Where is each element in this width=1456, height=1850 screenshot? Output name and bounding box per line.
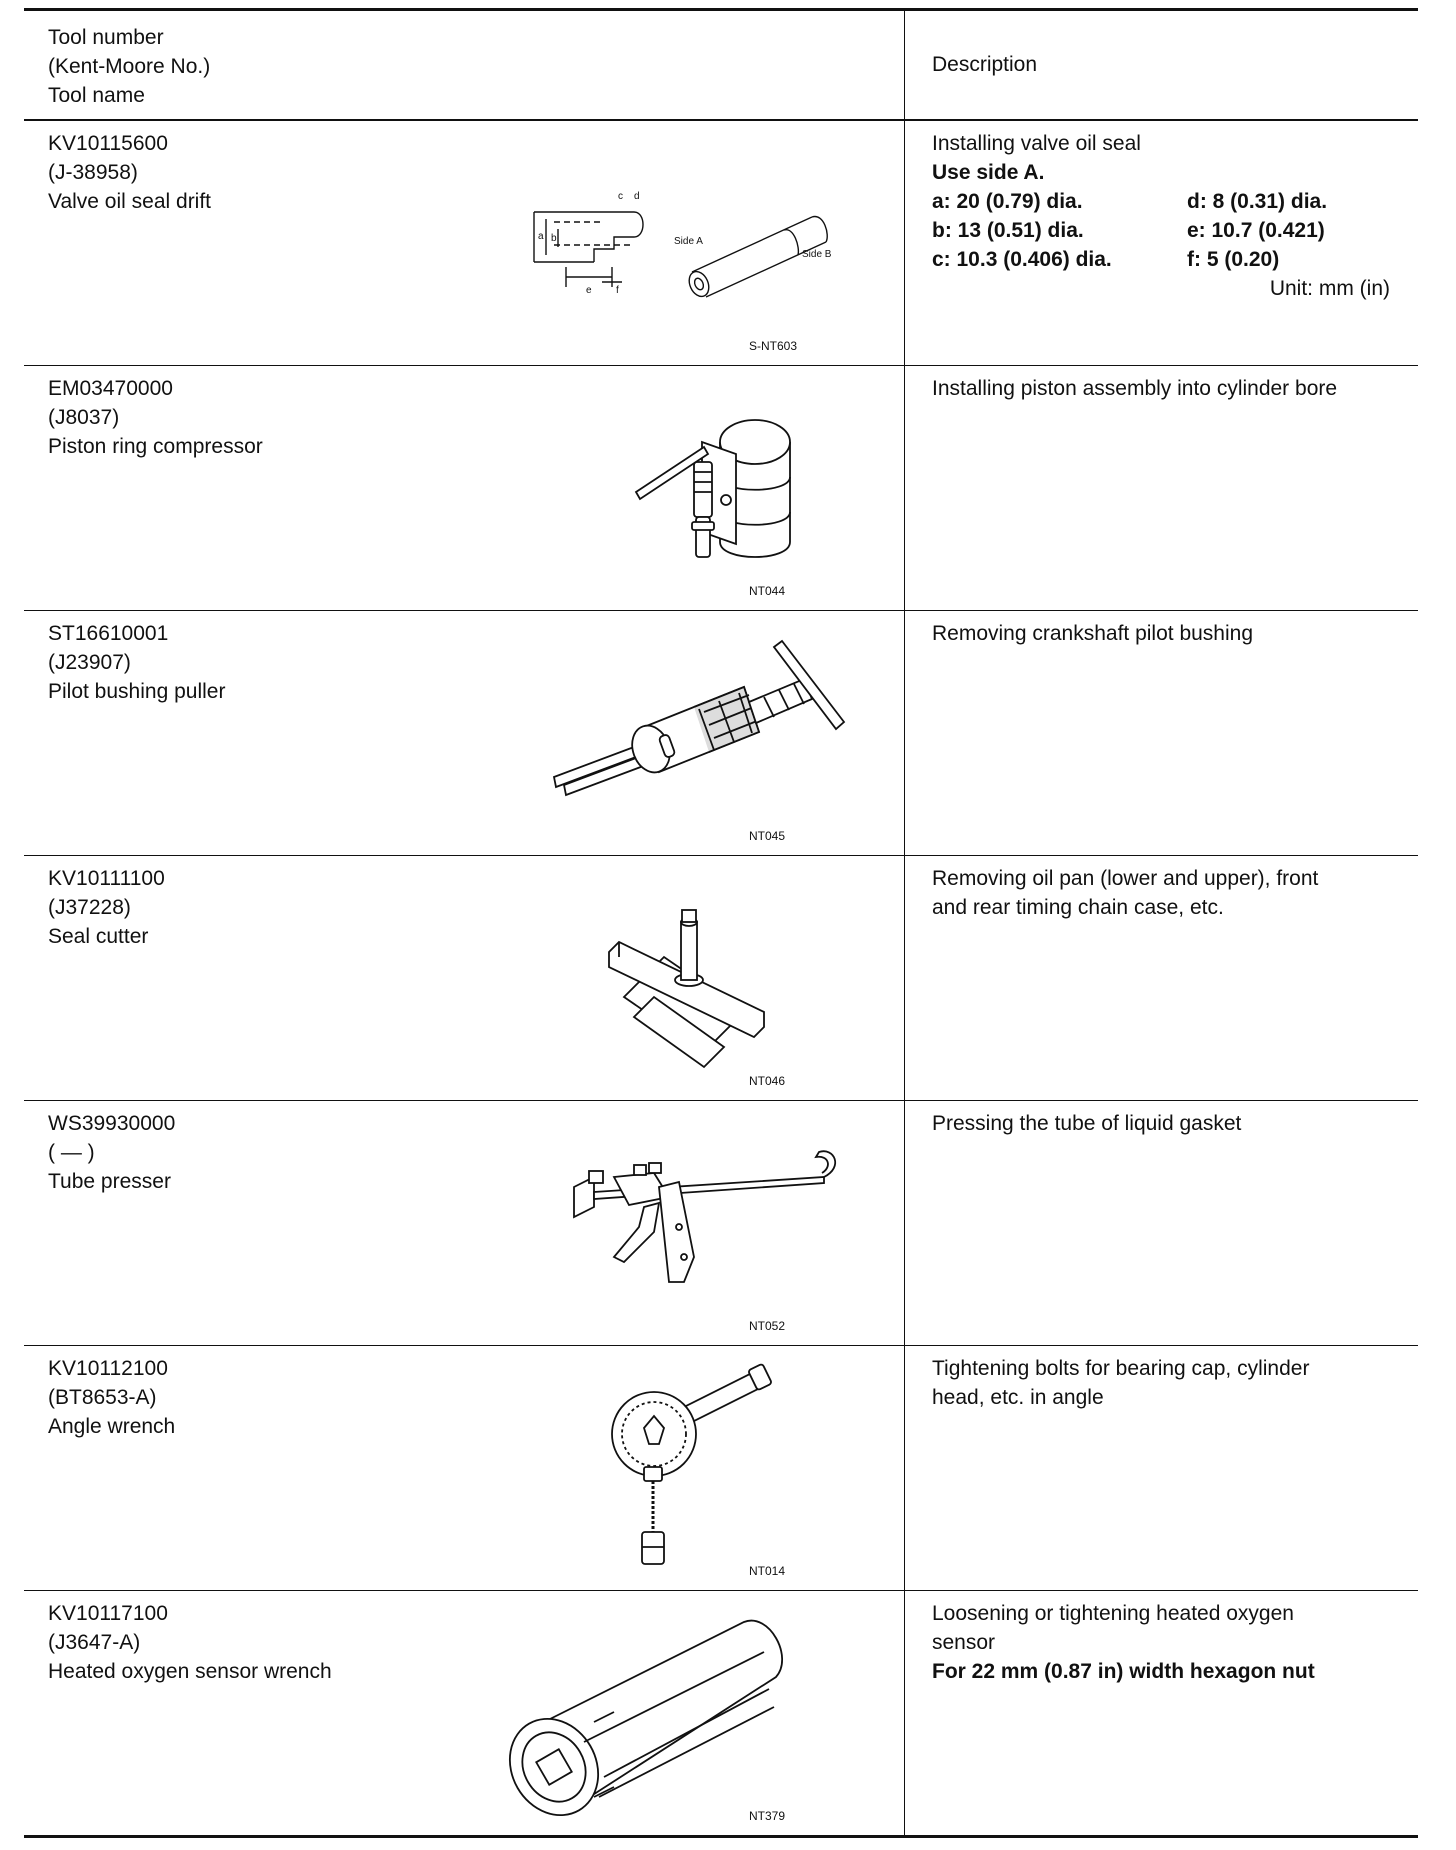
- tool-id-cell: [48, 129, 211, 216]
- spec-c: c: 10.3 (0.406) dia.: [932, 248, 1112, 271]
- tool-number: KV10112100: [48, 1357, 168, 1380]
- tool-id-cell: [48, 1599, 332, 1686]
- tools-table: [24, 8, 1418, 1838]
- tool-name: Piston ring compressor: [48, 435, 263, 458]
- piston-ring-compressor-illustration: [494, 372, 874, 604]
- description-text: Removing oil pan (lower and upper), front: [932, 867, 1319, 890]
- description-cell: [932, 1354, 1402, 1412]
- table-row: [24, 121, 1418, 366]
- tool-id-cell: [48, 1109, 175, 1196]
- description-cell: [932, 864, 1402, 922]
- description-text: Installing valve oil seal: [932, 132, 1141, 155]
- table-row: [24, 856, 1418, 1101]
- tool-number: KV10111100: [48, 867, 165, 890]
- kent-moore-number: ( — ): [48, 1141, 95, 1164]
- tool-id-cell: [48, 619, 225, 706]
- spec-e: e: 10.7 (0.421): [1187, 219, 1325, 242]
- description-text: Installing piston assembly into cylinder bore: [932, 377, 1338, 400]
- header-tool-column: [48, 23, 210, 110]
- description-cell: [932, 129, 1402, 303]
- spec-f: f: 5 (0.20): [1187, 248, 1280, 271]
- column-divider: [904, 1101, 905, 1345]
- dimension-specs: [932, 187, 1402, 274]
- tool-name: Pilot bushing puller: [48, 680, 226, 703]
- description-note: Use side A.: [932, 161, 1045, 184]
- kent-moore-number: (J3647-A): [48, 1631, 141, 1654]
- tool-number: KV10115600: [48, 132, 168, 155]
- tool-number: ST16610001: [48, 622, 169, 645]
- description-cell: [932, 619, 1402, 648]
- kent-moore-number: (J8037): [48, 406, 120, 429]
- tool-name: Seal cutter: [48, 925, 149, 948]
- table-header: [24, 11, 1418, 121]
- kent-moore-number: (J37228): [48, 896, 131, 919]
- tool-name: Heated oxygen sensor wrench: [48, 1660, 332, 1683]
- figure-code: NT045: [749, 829, 786, 843]
- description-text: Pressing the tube of liquid gasket: [932, 1112, 1242, 1135]
- kent-moore-number: (J23907): [48, 651, 131, 674]
- pilot-bushing-puller-illustration: [494, 617, 874, 849]
- description-cell: [932, 1599, 1402, 1686]
- tool-id-cell: [48, 374, 263, 461]
- table-row: [24, 366, 1418, 611]
- kent-moore-number: (BT8653-A): [48, 1386, 157, 1409]
- column-divider: [904, 1591, 905, 1835]
- spec-a: a: 20 (0.79) dia.: [932, 190, 1083, 213]
- table-row: [24, 1591, 1418, 1835]
- description-cell: [932, 374, 1402, 403]
- column-divider: [904, 1346, 905, 1590]
- description-text: Tightening bolts for bearing cap, cylinder: [932, 1357, 1310, 1380]
- label-b: b: [551, 233, 557, 244]
- kent-moore-number: (J-38958): [48, 161, 138, 184]
- tool-number: EM03470000: [48, 377, 173, 400]
- seal-cutter-illustration: [494, 862, 874, 1094]
- description-note: For 22 mm (0.87 in) width hexagon nut: [932, 1660, 1315, 1683]
- tool-number: WS39930000: [48, 1112, 176, 1135]
- figure-code: NT014: [749, 1564, 786, 1578]
- header-tool-name: Tool name: [48, 84, 145, 107]
- angle-wrench-illustration: [494, 1352, 874, 1584]
- heated-oxygen-sensor-wrench-illustration: [494, 1597, 874, 1829]
- figure-code: NT379: [749, 1809, 786, 1823]
- tube-presser-illustration: [494, 1107, 874, 1339]
- tool-name: Valve oil seal drift: [48, 190, 212, 213]
- label-d: d: [634, 191, 640, 202]
- spec-b: b: 13 (0.51) dia.: [932, 219, 1084, 242]
- label-c: c: [618, 191, 623, 202]
- label-a: a: [538, 231, 544, 242]
- label-side-a: Side A: [674, 236, 703, 247]
- description-text: Loosening or tightening heated oxygen: [932, 1602, 1294, 1625]
- description-text: Removing crankshaft pilot bushing: [932, 622, 1254, 645]
- unit-label: Unit: mm (in): [1269, 277, 1390, 300]
- column-divider: [904, 856, 905, 1100]
- column-divider: [904, 11, 905, 119]
- figure-code: NT044: [749, 584, 786, 598]
- figure-code: NT052: [749, 1319, 786, 1333]
- tool-id-cell: [48, 1354, 175, 1441]
- figure-code: S-NT603: [749, 339, 798, 353]
- label-e: e: [586, 285, 592, 296]
- description-text-cont: head, etc. in angle: [932, 1386, 1104, 1409]
- header-tool-number: Tool number: [48, 26, 164, 49]
- table-row: [24, 1101, 1418, 1346]
- figure-code: NT046: [749, 1074, 786, 1088]
- table-row: [24, 611, 1418, 856]
- tool-id-cell: [48, 864, 165, 951]
- description-cell: [932, 1109, 1402, 1138]
- label-f: f: [616, 285, 619, 296]
- spec-d: d: 8 (0.31) dia.: [1187, 190, 1328, 213]
- description-text-cont: sensor: [932, 1631, 996, 1654]
- column-divider: [904, 366, 905, 610]
- header-kent-moore: (Kent-Moore No.): [48, 55, 211, 78]
- table-row: [24, 1346, 1418, 1591]
- header-description: Description: [932, 53, 1038, 76]
- column-divider: [904, 121, 905, 365]
- valve-oil-seal-drift-illustration: [494, 127, 874, 359]
- tool-name: Tube presser: [48, 1170, 171, 1193]
- label-side-b: Side B: [802, 249, 832, 260]
- column-divider: [904, 611, 905, 855]
- tool-number: KV10117100: [48, 1602, 168, 1625]
- description-text-cont: and rear timing chain case, etc.: [932, 896, 1224, 919]
- tool-name: Angle wrench: [48, 1415, 176, 1438]
